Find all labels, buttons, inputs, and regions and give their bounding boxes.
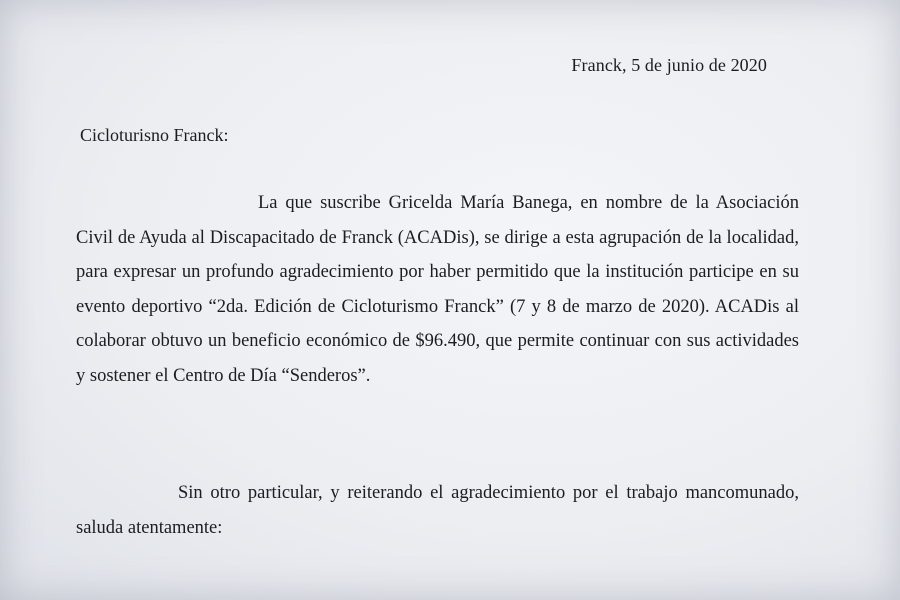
letter-salutation: Cicloturisno Franck:	[80, 125, 229, 145]
letter-body-paragraph: La que suscribe Gricelda María Banega, en nombre de la Asociación Civil de Ayuda al Discapacitado de Franck (ACADis), se dirige a esta agrupación de la localidad, para expresar un profundo agradecimiento por haber permitido que la institución participe en su evento deportivo “2da. Edición de Cicloturismo Franck” (7 y 8 de marzo de 2020). ACADis al colaborar obtuvo un beneficio económico de $96.490, que permite continuar con sus actividades y sostener el Centro de Día “Senderos”.	[76, 193, 799, 386]
letter-date: Franck, 5 de junio de 2020	[571, 55, 767, 75]
letter-closing-paragraph: Sin otro particular, y reiterando el agradecimiento por el trabajo mancomunado, saluda atentamente:	[76, 483, 799, 538]
